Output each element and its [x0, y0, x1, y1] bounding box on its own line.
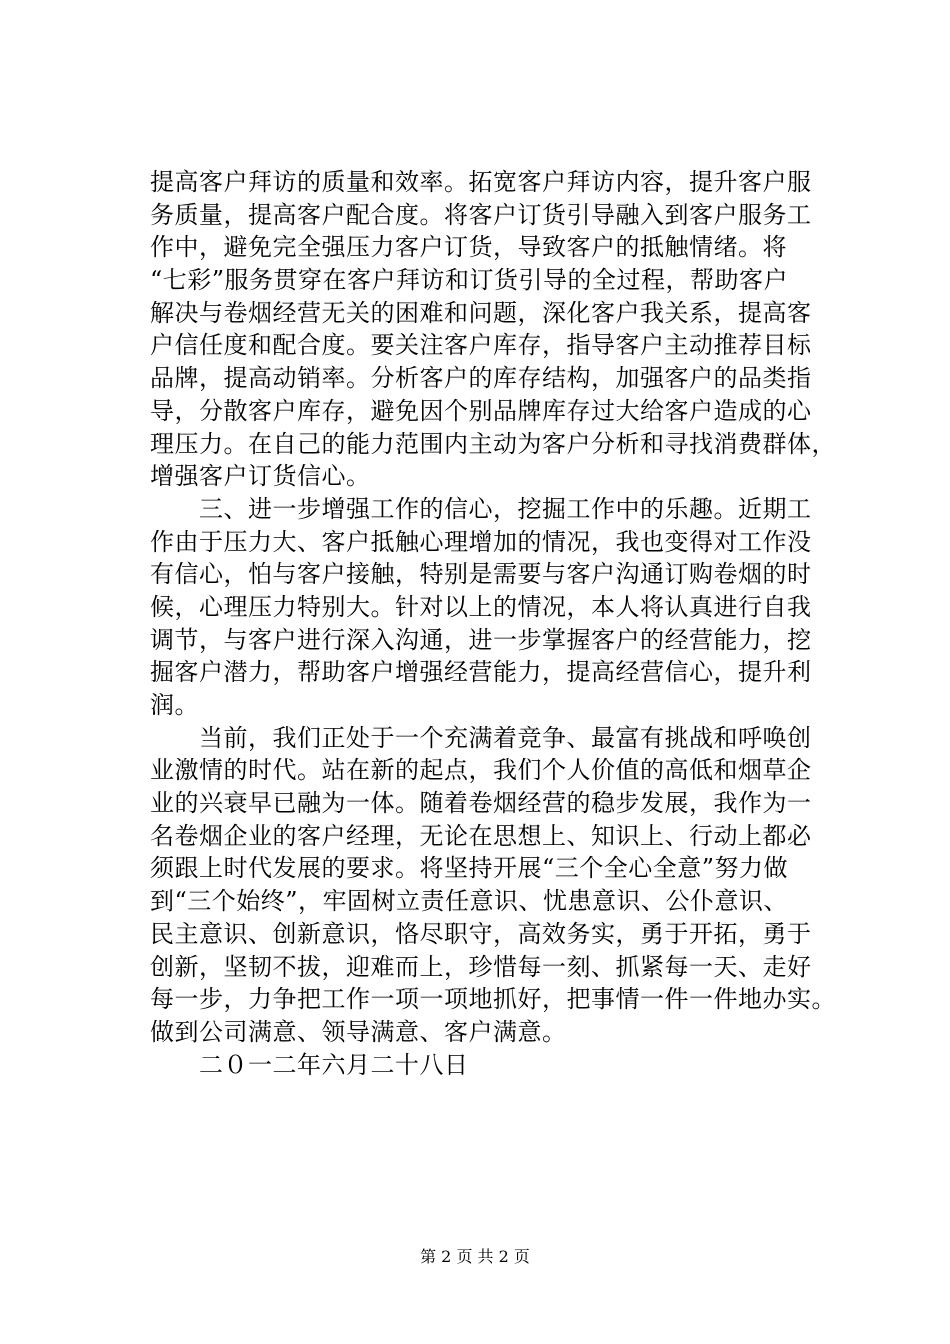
text-line: 作由于压力大、客户抵触心理增加的情况，我也变得对工作没 — [150, 527, 812, 556]
text-line: 调节，与客户进行深入沟通，进一步掌握客户的经营能力，挖 — [150, 625, 812, 654]
text-line: 做到公司满意、领导满意、客户满意。 — [150, 1017, 567, 1046]
text-line: 当前，我们正处于一个充满着竞争、最富有挑战和呼唤创 — [150, 723, 812, 752]
text-line: 导，分散客户库存，避免因个别品牌库存过大给客户造成的心 — [150, 396, 812, 425]
text-line: 务质量，提高客户配合度。将客户订货引导融入到客户服务工 — [150, 200, 812, 229]
text-line: 品牌，提高动销率。分析客户的库存结构，加强客户的品类指 — [150, 364, 812, 393]
text-line: 业激情的时代。站在新的起点，我们个人价值的高低和烟草企 — [150, 756, 812, 785]
text-line: 有信心，怕与客户接触，特别是需要与客户沟通订购卷烟的时 — [150, 560, 812, 589]
text-line: 到“三个始终”，牢固树立责任意识、忧患意识、公仆意识、 — [150, 887, 789, 916]
text-line: 每一步，力争把工作一项一项地抓好，把事情一件一件地办实。 — [150, 985, 836, 1014]
text-line: 掘客户潜力，帮助客户增强经营能力，提高经营信心，提升利 — [150, 658, 812, 687]
text-line: 名卷烟企业的客户经理，无论在思想上、知识上、行动上都必 — [150, 821, 812, 850]
text-line: 理压力。在自己的能力范围内主动为客户分析和寻找消费群体， — [150, 429, 836, 458]
text-line: 民主意识、创新意识，恪尽职守，高效务实，勇于开拓，勇于 — [150, 919, 812, 948]
text-line: 创新，坚韧不拔，迎难而上，珍惜每一刻、抓紧每一天、走好 — [150, 952, 812, 981]
text-line: 提高客户拜访的质量和效率。拓宽客户拜访内容，提升客户服 — [150, 168, 812, 196]
date-line: 二０一二年六月二十八日 — [150, 1050, 469, 1079]
document-body — [150, 166, 870, 1081]
text-line: “七彩”服务贯穿在客户拜访和订货引导的全过程，帮助客户 — [150, 266, 789, 295]
text-line: 作中，避免完全强压力客户订货，导致客户的抵触情绪。将 — [150, 233, 787, 262]
text-line: 业的兴衰早已融为一体。随着卷烟经营的稳步发展，我作为一 — [150, 789, 812, 818]
page-number-footer: 第 2 页 共 2 页 — [420, 1247, 530, 1266]
text-line: 润。 — [150, 691, 199, 719]
text-line: 候，心理压力特别大。针对以上的情况，本人将认真进行自我 — [150, 592, 812, 621]
text-line: 三、进一步增强工作的信心，挖掘工作中的乐趣。近期工 — [150, 494, 812, 523]
text-line: 户信任度和配合度。要关注客户库存，指导客户主动推荐目标 — [150, 331, 812, 360]
text-line: 须跟上时代发展的要求。将坚持开展“三个全心全意”努力做 — [150, 854, 789, 883]
text-line: 增强客户订货信心。 — [150, 462, 371, 491]
text-line: 解决与卷烟经营无关的困难和问题，深化客户我关系，提高客 — [150, 298, 812, 327]
